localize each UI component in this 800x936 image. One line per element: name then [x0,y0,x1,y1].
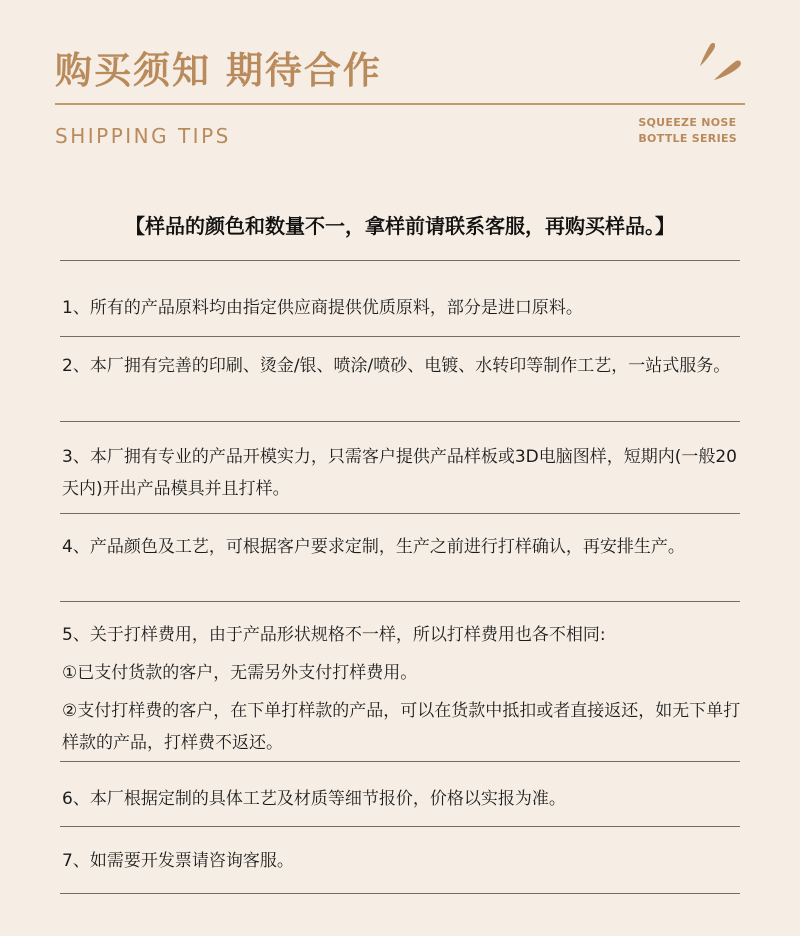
divider [60,893,740,894]
item-text: 6、本厂根据定制的具体工艺及材质等细节报价，价格以实报为准。 [62,789,566,809]
divider [60,421,740,422]
item-text: 5、关于打样费用，由于产品形状规格不一样，所以打样费用也各不相同: [62,625,606,645]
item-text: 7、如需要开发票请咨询客服。 [62,851,294,871]
item-text: 1、所有的产品原料均由指定供应商提供优质原料，部分是进口原料。 [62,298,583,318]
divider [60,513,740,514]
divider [60,260,740,261]
item-text: 3、本厂拥有专业的产品开模实力，只需客户提供产品样板或3D电脑图样，短期内(一般20天内)开出产品模具并且打样。 [62,447,737,499]
divider [60,761,740,762]
divider [60,601,740,602]
series-line-1: SQUEEZE NOSE [638,116,737,129]
subtitle-en: SHIPPING TIPS [55,124,231,148]
list-item [62,783,747,815]
list-item [62,441,747,505]
list-item [62,292,747,324]
divider [60,336,740,337]
item-subtext: ①已支付货款的客户，无需另外支付打样费用。 [62,663,418,683]
divider [60,826,740,827]
page-title: 购买须知 期待合作 [55,49,382,92]
sample-notice: 【样品的颜色和数量不一，拿样前请联系客服，再购买样品。】 [125,214,675,238]
item-subtext: ②支付打样费的客户，在下单打样款的产品，可以在货款中抵扣或者直接返还，如无下单打样款的产品，打样费不返还。 [62,701,741,753]
item-text: 4、产品颜色及工艺，可根据客户要求定制，生产之前进行打样确认，再安排生产。 [62,537,685,557]
series-line-2: BOTTLE SERIES [638,132,737,145]
list-item [62,845,747,877]
list-item [62,350,747,382]
list-item [62,619,747,759]
list-item [62,531,747,563]
header-divider [55,103,745,105]
item-text: 2、本厂拥有完善的印刷、烫金/银、喷涂/喷砂、电镀、水转印等制作工艺，一站式服务。 [62,356,731,376]
series-label [638,115,737,147]
brush-drops-icon [690,38,746,86]
